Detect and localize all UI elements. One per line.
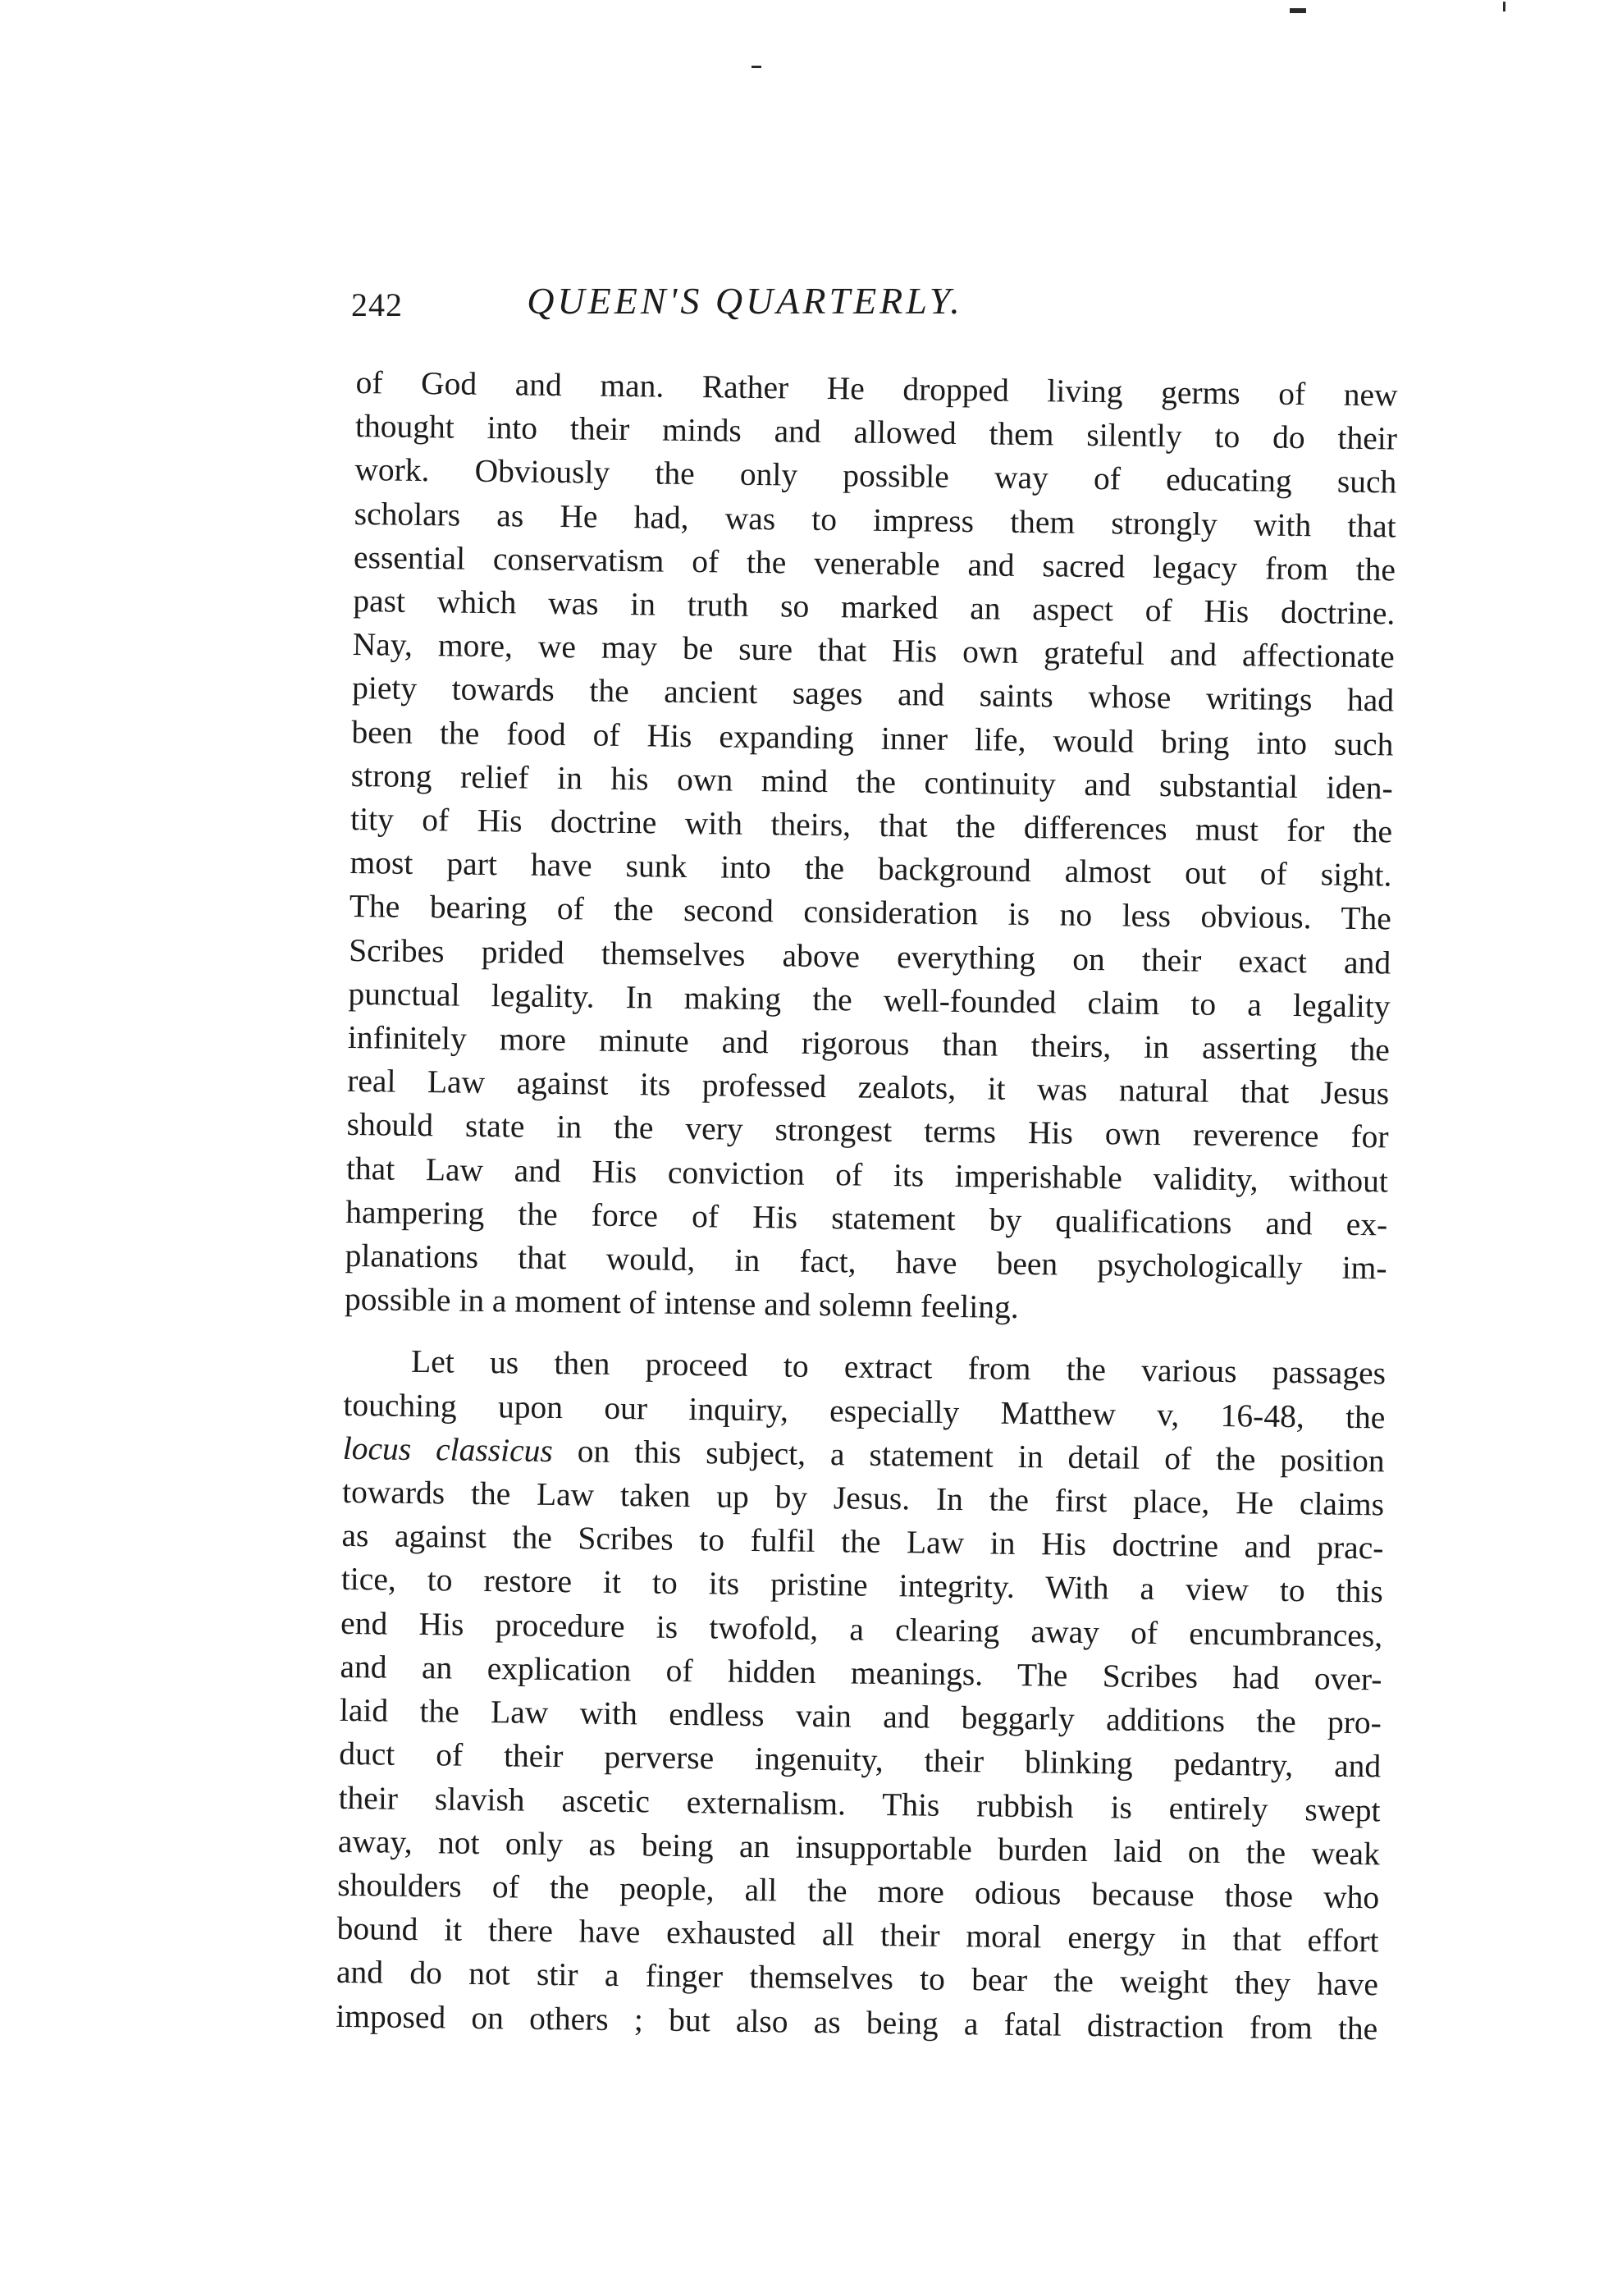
paragraph-2: [336, 1339, 1386, 2051]
text-line: their slavish ascetic externalism. This rubbish is entirely swept: [338, 1779, 1381, 1828]
page-number: 242: [351, 286, 403, 323]
text-line: as against the Scribes to fulfil the Law in His doctrine and prac-: [341, 1517, 1384, 1566]
text-line: should state in the very strongest terms His own reverence for: [346, 1106, 1389, 1155]
scan-speck: [1503, 2, 1505, 11]
text-line: thought into their minds and allowed them silently to do their: [354, 408, 1398, 457]
text-line: past which was in truth so marked an aspect of His doctrine.: [353, 582, 1396, 632]
text-line: Nay, more, we may be sure that His own grateful and affectionate: [352, 626, 1395, 675]
paragraph-1: [345, 361, 1398, 1334]
text-line: away, not only as being an insupportable burden laid on the weak: [337, 1823, 1381, 1873]
text-line: end His procedure is twofold, a clearing away of encumbrances,: [340, 1604, 1383, 1654]
text-line: most part have sunk into the background almost out of sight.: [349, 844, 1392, 894]
scan-speck: [1290, 8, 1306, 13]
text-line: hampering the force of His statement by qualifications and ex-: [345, 1193, 1388, 1243]
text-line: laid the Law with endless vain and beggarly additions the pro-: [339, 1691, 1382, 1741]
text-line: real Law against its professed zealots, it was natural that Jesus: [347, 1063, 1390, 1112]
italic-phrase: locus classicus: [342, 1429, 554, 1469]
text-line: been the food of His expanding inner life, would bring into such: [351, 713, 1394, 763]
text-line: possible in a moment of intense and solemn feeling.: [344, 1281, 1019, 1326]
text-line: essential conservatism of the venerable and sacred legacy from the: [353, 538, 1396, 588]
text-line: infinitely more minute and rigorous than theirs, in asserting the: [347, 1018, 1391, 1068]
text-line: shoulders of the people, all the more odious because those who: [337, 1866, 1380, 1916]
text-line: punctual legality. In making the well-founded claim to a legality: [348, 975, 1391, 1025]
body-text: [336, 361, 1398, 2051]
scan-speck: [752, 66, 761, 68]
text-line: of God and man. Rather He dropped living germs of new: [355, 364, 1398, 414]
text-line: tity of His doctrine with theirs, that the differences must for the: [349, 800, 1393, 850]
text-line: tice, to restore it to its pristine integrity. With a view to this: [340, 1561, 1384, 1610]
text-line: scholars as He had, was to impress them strongly with that: [354, 495, 1396, 545]
text-line: and an explication of hidden meanings. The Scribes had over-: [340, 1648, 1382, 1698]
text-line-rest: on this subject, a statement in detail of the position: [577, 1433, 1385, 1480]
text-line: imposed on others ; but also as being a fatal distraction from the: [336, 1997, 1378, 2047]
running-title: QUEEN'S QUARTERLY.: [527, 280, 963, 322]
text-line: piety towards the ancient sages and saints whose writings had: [351, 670, 1395, 719]
text-line: that Law and His conviction of its imperishable validity, without: [345, 1150, 1389, 1200]
text-line: towards the Law taken up by Jesus. In the first place, He claims: [341, 1473, 1385, 1523]
text-line: bound it there have exhausted all their moral energy in that effort: [336, 1910, 1379, 1960]
text-line: strong relief in his own mind the continuity and substantial iden-: [350, 757, 1394, 807]
text-line: duct of their perverse ingenuity, their blinking pedantry, and: [338, 1736, 1382, 1785]
text-line: touching upon our inquiry, especially Matthew v, 16-48, the: [343, 1386, 1386, 1436]
text-line: work. Obviously the only possible way of educating such: [354, 451, 1397, 501]
text-line: planations that would, in fact, have been psychologically im-: [345, 1237, 1387, 1287]
text-line: and do not stir a finger themselves to bear the weight they have: [336, 1954, 1379, 2003]
text-line: The bearing of the second consideration is no less obvious. The: [349, 888, 1392, 937]
page-header: [351, 279, 1139, 336]
text-line: Scribes prided themselves above everything on their exact and: [348, 931, 1391, 981]
text-line: Let us then proceed to extract from the various passages: [410, 1343, 1387, 1392]
